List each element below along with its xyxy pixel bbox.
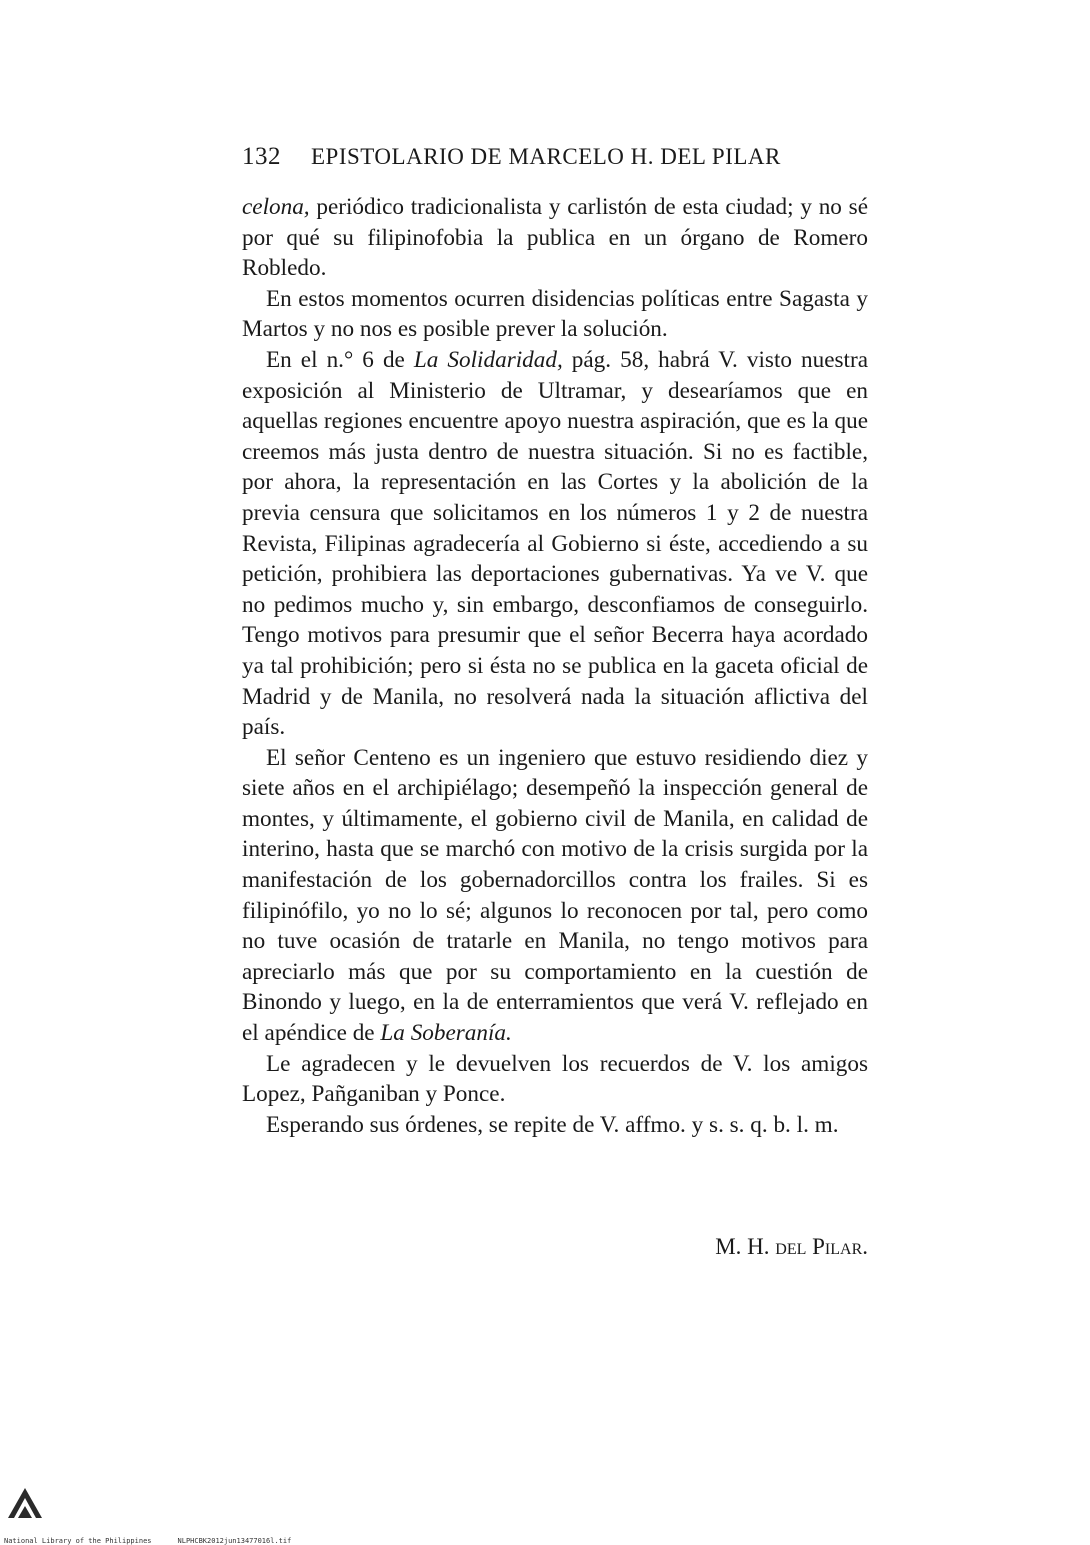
signature-surname: del Pilar. [775, 1234, 868, 1259]
footer-file-id: NLPHCBK2012jun13477016l.tif [177, 1537, 292, 1545]
letter-body [242, 192, 868, 1140]
paragraph-4-before: El señor Centeno es un ingeniero que estuvo residiendo diez y siete años en el archipiélago; desempeñó la inspección general de montes, y últimamente, el gobierno civil de Manila, en calidad de interino, hasta que se marchó con motivo de la crisis surgida por la manifestación de los gobernadorcillos contra los frailes. Si es filipinófilo, yo no lo sé; algunos lo reconocen por tal, pero como no tuve ocasión de tratarle en Manila, no tengo motivos para apreciarlo más que por su comportamiento en la cuestión de Binondo y luego, en la de enterramientos que verá V. reflejado en el apéndice de [242, 744, 868, 1047]
paragraph-6: Esperando sus órdenes, se repite de V. affmo. y s. s. q. b. l. m. [266, 1111, 839, 1138]
running-head [242, 143, 862, 171]
paragraph-3-after: pág. 58, habrá V. visto nuestra exposición al Ministerio de Ultramar, y desearíamos que en aquellas regiones encuentre apoyo nuestra aspiración, que es la que creemos más justa dentro de nuestra situación. Si no es factible, por ahora, la representación en las Cortes y la abolición de la previa censura que solicitamos en los números 1 y 2 de nuestra Revista, Filipinas agradecería al Gobierno si éste, accediendo a su petición, prohibiera las deportaciones gubernativas. Ya ve V. que no pedimos mucho y, sin embargo, desconfiamos de conseguirlo. Tengo motivos para presumir que el señor Becerra haya acordado ya tal prohibición; pero si ésta no se publica en la gaceta oficial de Madrid y de Manila, no resolverá nada la situación aflictiva del país. [242, 346, 868, 741]
page-number: 132 [242, 143, 281, 170]
running-title: EPISTOLARIO DE MARCELO H. DEL PILAR [311, 144, 781, 169]
paragraph-1-text: periódico tradicionalista y carlistón de esta ciudad; y no sé por qué su filipinofobia la publica en un órgano de Romero Robledo. [242, 194, 868, 282]
footer-library: National Library of the Philippines [4, 1537, 152, 1545]
library-logo-icon [6, 1484, 44, 1520]
paragraph-4 [242, 743, 868, 1049]
paragraph-3 [242, 345, 868, 743]
paragraph-3-before: En el n.° 6 de [266, 346, 414, 373]
paragraph-1 [242, 192, 868, 284]
signature-initials: M. H. [715, 1234, 776, 1259]
paragraph-4-italic: La Soberanía. [380, 1020, 512, 1047]
signature [715, 1234, 868, 1260]
paragraph-2: En estos momentos ocurren disidencias políticas entre Sagasta y Martos y no nos es posible prever la solución. [242, 285, 868, 343]
paragraph-5: Le agradecen y le devuelven los recuerdos de V. los amigos Lopez, Pañganiban y Ponce. [242, 1050, 868, 1108]
paragraph-3-italic: La Solidaridad, [413, 346, 563, 373]
scan-footer [4, 1537, 291, 1545]
italic-lead: celona, [242, 194, 310, 220]
